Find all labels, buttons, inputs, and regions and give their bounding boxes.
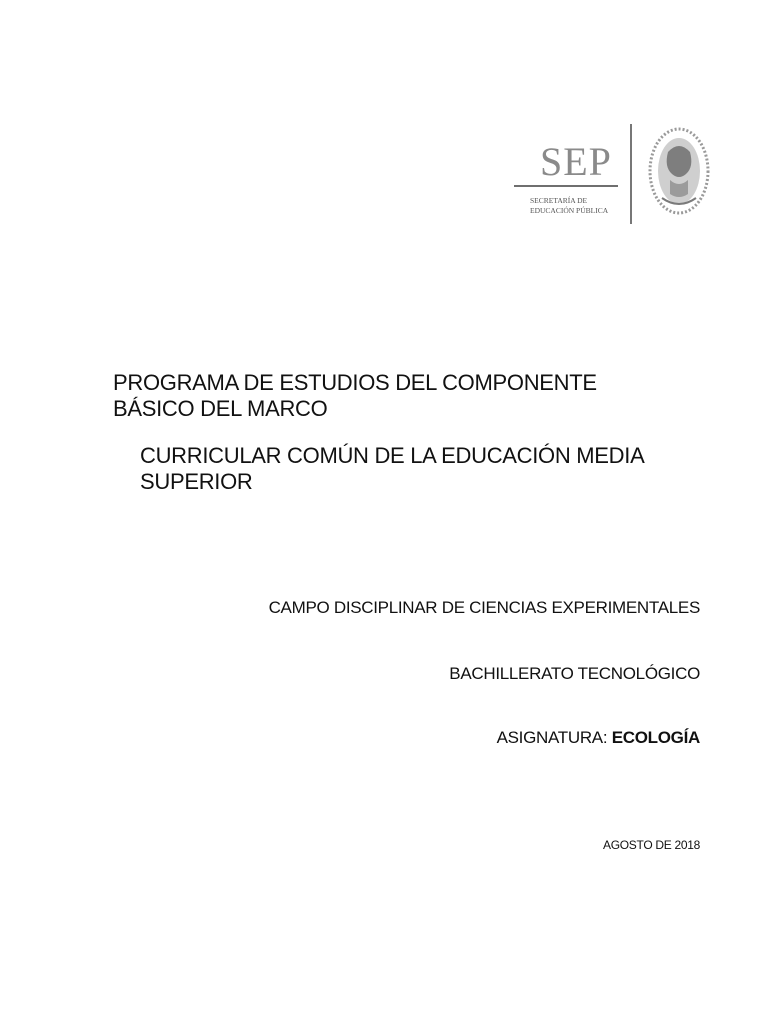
document-title-line2: CURRICULAR COMÚN DE LA EDUCACIÓN MEDIA SUPERIOR [140, 443, 644, 494]
asignatura [497, 728, 700, 748]
campo-disciplinar: CAMPO DISCIPLINAR DE CIENCIAS EXPERIMENTALES [268, 598, 700, 617]
asignatura-value: ECOLOGÍA [611, 728, 700, 747]
document-date: AGOSTO DE 2018 [603, 838, 700, 852]
logo-divider [630, 124, 632, 224]
sep-logo [510, 120, 720, 230]
document-title-line1: PROGRAMA DE ESTUDIOS DEL COMPONENTE BÁSICO DEL MARCO [113, 370, 597, 421]
sep-acronym: SEP [540, 139, 612, 184]
asignatura-label: ASIGNATURA: [496, 728, 608, 747]
sep-subtitle-line1: SECRETARÍA DE [530, 196, 588, 205]
sep-subtitle-line2: EDUCACIÓN PÚBLICA [530, 206, 609, 215]
national-seal-icon [648, 122, 710, 220]
sep-subtitle [530, 196, 626, 216]
logo-rule [514, 185, 618, 187]
bachillerato: BACHILLERATO TECNOLÓGICO [449, 664, 700, 683]
